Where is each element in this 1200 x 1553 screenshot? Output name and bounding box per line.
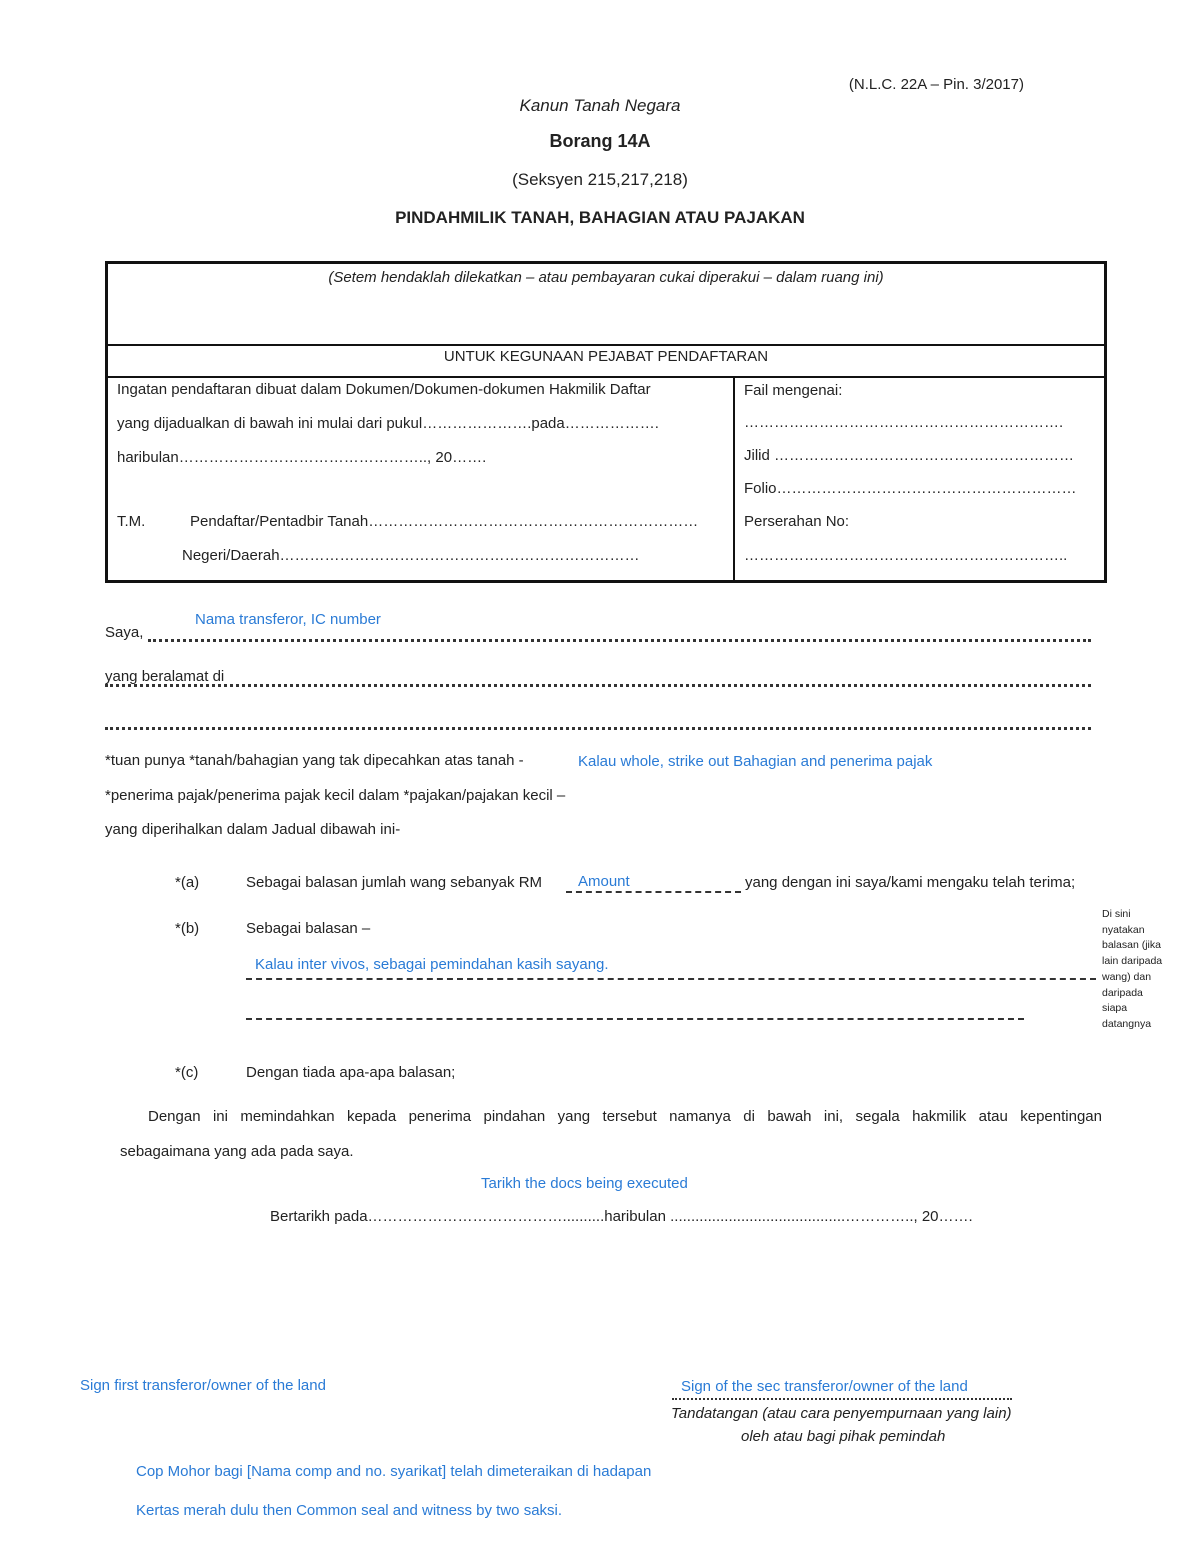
state-district-line: Negeri/Daerah……………………………………………………………… [182, 547, 640, 564]
transferor-name-field[interactable] [148, 639, 1091, 642]
option-c-text: Dengan tiada apa-apa balasan; [246, 1064, 456, 1081]
witness-annotation: Kertas merah dulu then Common seal and witness by two saksi. [136, 1502, 563, 1519]
option-c-label: *(c) [175, 1064, 199, 1081]
registration-note-line: Ingatan pendaftaran dibuat dalam Dokumen/Dokumen-dokumen Hakmilik Daftar [117, 381, 651, 398]
schedule-clause: yang diperihalkan dalam Jadual dibawah ini- [105, 821, 401, 838]
owner-annotation: Kalau whole, strike out Bahagian and penerima pajak [578, 753, 933, 770]
option-b-text: Sebagai balasan – [246, 920, 371, 937]
amount-annotation: Amount [578, 873, 630, 890]
divider [108, 376, 1104, 378]
file-label: Fail mengenai: [744, 382, 843, 399]
registration-time-line: yang dijadualkan di bawah ini mulai dari pukul………………….pada………………. [117, 415, 659, 432]
date-annotation: Tarikh the docs being executed [481, 1175, 688, 1192]
amount-field[interactable] [566, 891, 741, 893]
form-reference: (N.L.C. 22A – Pin. 3/2017) [848, 76, 1024, 93]
transferor-label: Saya, [105, 624, 144, 641]
consideration-field-line1[interactable] [246, 978, 1096, 980]
second-signature-annotation: Sign of the sec transferor/owner of the land [681, 1378, 968, 1395]
address-field-line2[interactable] [105, 727, 1091, 730]
side-note: Di sini nyatakan balasan (jika lain daripada wang) dan daripada siapa datangnya [1102, 908, 1163, 1030]
address-field-line1[interactable] [105, 684, 1091, 687]
owner-clause: *tuan punya *tanah/bahagian yang tak dipecahkan atas tanah - [105, 752, 524, 769]
signature-line[interactable] [672, 1398, 1012, 1400]
folio-field: Folio…………………………………………………… [744, 480, 1077, 497]
registry-box [105, 261, 1107, 583]
option-a-label: *(a) [175, 874, 200, 891]
volume-field: Jilid …………………………………………………… [744, 447, 1075, 464]
first-signature-annotation: Sign first transferor/owner of the land [80, 1377, 326, 1394]
stamp-note: (Setem hendaklah dilekatkan – atau pembayaran cukai diperakui – dalam ruang ini) [328, 269, 884, 286]
option-a-text: Sebagai balasan jumlah wang sebanyak RM [246, 874, 543, 891]
address-label: yang beralamat di [105, 668, 225, 685]
consideration-field-line2[interactable] [246, 1018, 1024, 1020]
column-divider [733, 376, 735, 580]
law-name: Kanun Tanah Negara [519, 96, 681, 115]
presentation-label: Perserahan No: [744, 513, 850, 530]
file-field: ………………………………………………………. [744, 414, 1064, 431]
lessee-clause: *penerima pajak/penerima pajak kecil dalam *pajakan/pajakan kecil – [105, 787, 566, 804]
signature-caption-line1: Tandatangan (atau cara penyempurnaan yang lain) [671, 1405, 1012, 1422]
seal-label: T.M. [117, 513, 146, 530]
presentation-field: ……………………………………………………….. [744, 547, 1068, 564]
company-seal-annotation: Cop Mohor bagi [Nama comp and no. syarikat] telah dimeteraikan di hadapan [136, 1463, 652, 1480]
registrar-line: Pendaftar/Pentadbir Tanah………………………………………………………… [190, 513, 699, 530]
signature-caption-line2: oleh atau bagi pihak pemindah [741, 1428, 946, 1445]
execution-date-line: Bertarikh pada…………………………………..........haribulan ..........................................………….., 20……. [270, 1208, 973, 1225]
consideration-annotation: Kalau inter vivos, sebagai pemindahan kasih sayang. [255, 956, 609, 973]
option-a-tail: yang dengan ini saya/kami mengaku telah terima; [745, 874, 1076, 891]
option-b-label: *(b) [175, 920, 200, 937]
transfer-clause-line2: sebagaimana yang ada pada saya. [120, 1143, 354, 1160]
section-reference: (Seksyen 215,217,218) [512, 170, 688, 189]
form-number: Borang 14A [549, 131, 651, 151]
office-use-heading: UNTUK KEGUNAAN PEJABAT PENDAFTARAN [443, 348, 769, 365]
registration-date-line: haribulan………………………………………….., 20……. [117, 449, 487, 466]
page-title: PINDAHMILIK TANAH, BAHAGIAN ATAU PAJAKAN [395, 208, 805, 227]
divider [108, 344, 1104, 346]
transferor-annotation: Nama transferor, IC number [195, 611, 381, 628]
transfer-clause-line1: Dengan ini memindahkan kepada penerima pindahan yang tersebut namanya di bawah ini, segala hakmilik atau kepentingan [148, 1108, 1102, 1125]
